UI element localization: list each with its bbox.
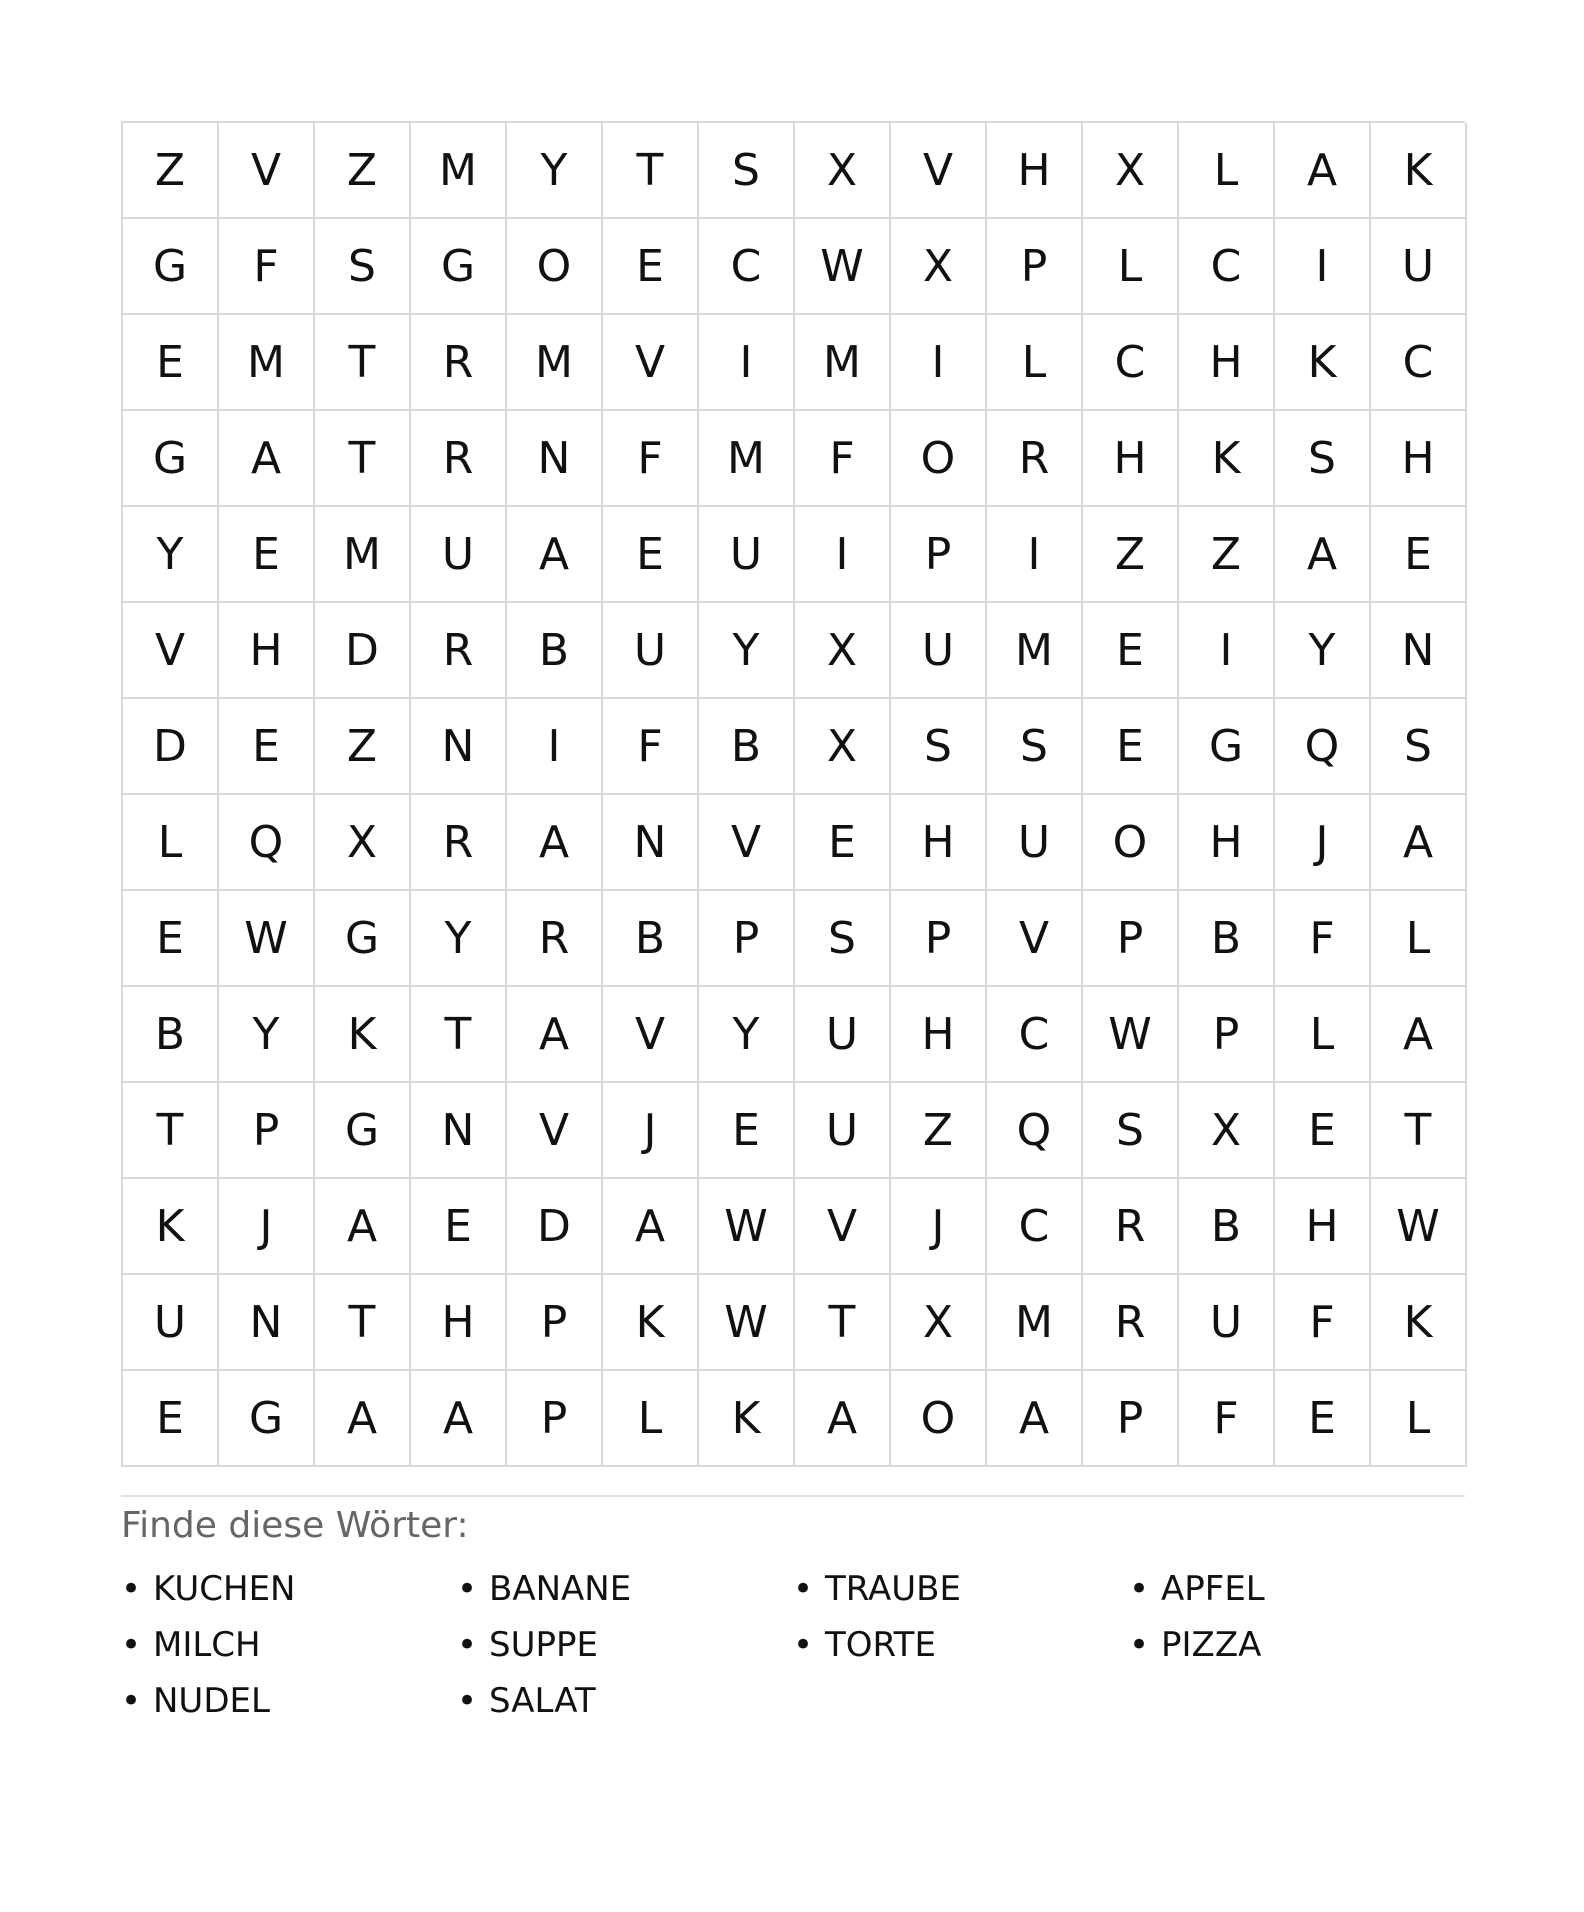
grid-cell[interactable]: T: [795, 1275, 891, 1371]
grid-cell[interactable]: R: [987, 411, 1083, 507]
bullet-icon: •: [793, 1569, 814, 1609]
grid-cell[interactable]: Z: [1083, 507, 1179, 603]
grid-cell[interactable]: Q: [987, 1083, 1083, 1179]
grid-cell[interactable]: F: [603, 411, 699, 507]
grid-cell[interactable]: K: [1371, 123, 1467, 219]
grid-cell[interactable]: P: [699, 891, 795, 987]
grid-cell[interactable]: X: [315, 795, 411, 891]
grid-cell[interactable]: M: [315, 507, 411, 603]
grid-cell[interactable]: N: [411, 1083, 507, 1179]
grid-cell[interactable]: C: [1083, 315, 1179, 411]
grid-cell[interactable]: J: [1275, 795, 1371, 891]
word-label: BANANE: [489, 1569, 632, 1609]
grid-cell[interactable]: B: [699, 699, 795, 795]
grid-cell[interactable]: Y: [411, 891, 507, 987]
grid-cell[interactable]: E: [123, 891, 219, 987]
word-label: MILCH: [153, 1625, 261, 1665]
grid-cell[interactable]: O: [1083, 795, 1179, 891]
grid-cell[interactable]: Z: [1179, 507, 1275, 603]
grid-cell[interactable]: L: [1179, 123, 1275, 219]
grid-cell[interactable]: S: [699, 123, 795, 219]
grid-cell[interactable]: E: [411, 1179, 507, 1275]
grid-cell[interactable]: B: [603, 891, 699, 987]
bullet-icon: •: [457, 1625, 478, 1665]
grid-cell[interactable]: G: [219, 1371, 315, 1467]
grid-cell[interactable]: K: [315, 987, 411, 1083]
grid-cell[interactable]: S: [1371, 699, 1467, 795]
grid-cell[interactable]: W: [219, 891, 315, 987]
grid-cell[interactable]: H: [1179, 795, 1275, 891]
grid-cell[interactable]: V: [891, 123, 987, 219]
grid-cell[interactable]: D: [315, 603, 411, 699]
grid-cell[interactable]: R: [507, 891, 603, 987]
grid-cell[interactable]: L: [1275, 987, 1371, 1083]
word-label: PIZZA: [1161, 1625, 1262, 1665]
grid-cell[interactable]: H: [1179, 315, 1275, 411]
grid-cell[interactable]: K: [699, 1371, 795, 1467]
grid-cell[interactable]: E: [603, 507, 699, 603]
grid-cell[interactable]: P: [1083, 891, 1179, 987]
grid-cell[interactable]: P: [507, 1371, 603, 1467]
grid-cell[interactable]: T: [123, 1083, 219, 1179]
grid-cell[interactable]: T: [603, 123, 699, 219]
word-label: KUCHEN: [153, 1569, 296, 1609]
grid-cell[interactable]: H: [1371, 411, 1467, 507]
grid-cell[interactable]: I: [507, 699, 603, 795]
grid-cell[interactable]: V: [123, 603, 219, 699]
word-label: TORTE: [825, 1625, 936, 1665]
grid-cell[interactable]: H: [1083, 411, 1179, 507]
grid-cell[interactable]: F: [795, 411, 891, 507]
grid-cell[interactable]: V: [987, 891, 1083, 987]
grid-cell[interactable]: H: [891, 987, 987, 1083]
word-label: APFEL: [1161, 1569, 1265, 1609]
grid-cell[interactable]: I: [699, 315, 795, 411]
grid-cell[interactable]: U: [1371, 219, 1467, 315]
grid-cell[interactable]: M: [795, 315, 891, 411]
grid-cell[interactable]: W: [699, 1275, 795, 1371]
grid-cell[interactable]: B: [1179, 891, 1275, 987]
grid-cell[interactable]: Y: [699, 603, 795, 699]
grid-cell[interactable]: E: [1275, 1083, 1371, 1179]
grid-cell[interactable]: U: [987, 795, 1083, 891]
grid-cell[interactable]: S: [1083, 1083, 1179, 1179]
grid-cell[interactable]: A: [1275, 123, 1371, 219]
grid-cell[interactable]: P: [891, 507, 987, 603]
grid-cell[interactable]: M: [987, 603, 1083, 699]
grid-cell[interactable]: F: [603, 699, 699, 795]
word-label: SUPPE: [489, 1625, 598, 1665]
grid-cell[interactable]: G: [315, 891, 411, 987]
bullet-icon: •: [121, 1681, 142, 1721]
grid-cell[interactable]: M: [219, 315, 315, 411]
word-list-item: [121, 1617, 457, 1673]
grid-cell[interactable]: E: [1371, 507, 1467, 603]
grid-cell[interactable]: L: [603, 1371, 699, 1467]
grid-cell[interactable]: L: [987, 315, 1083, 411]
grid-cell[interactable]: L: [123, 795, 219, 891]
grid-cell[interactable]: Q: [219, 795, 315, 891]
grid-cell[interactable]: J: [891, 1179, 987, 1275]
bullet-icon: •: [793, 1625, 814, 1665]
grid-cell[interactable]: O: [891, 1371, 987, 1467]
grid-cell[interactable]: H: [987, 123, 1083, 219]
grid-cell[interactable]: A: [507, 795, 603, 891]
grid-cell[interactable]: H: [891, 795, 987, 891]
grid-cell[interactable]: K: [1179, 411, 1275, 507]
grid-cell[interactable]: A: [1371, 795, 1467, 891]
grid-cell[interactable]: S: [315, 219, 411, 315]
word-list-item: [793, 1617, 1129, 1673]
bullet-icon: •: [121, 1625, 142, 1665]
word-list-item: [1129, 1617, 1465, 1673]
word-label: TRAUBE: [825, 1569, 961, 1609]
grid-cell[interactable]: Y: [1275, 603, 1371, 699]
grid-cell[interactable]: X: [1179, 1083, 1275, 1179]
grid-cell[interactable]: V: [603, 987, 699, 1083]
grid-cell[interactable]: A: [987, 1371, 1083, 1467]
grid-cell[interactable]: K: [123, 1179, 219, 1275]
divider: [121, 1495, 1465, 1497]
word-list-item: [793, 1561, 1129, 1617]
grid-cell[interactable]: U: [411, 507, 507, 603]
grid-cell[interactable]: K: [1275, 315, 1371, 411]
grid-cell[interactable]: I: [1275, 219, 1371, 315]
grid-cell[interactable]: G: [1179, 699, 1275, 795]
grid-cell[interactable]: Z: [315, 699, 411, 795]
grid-cell[interactable]: R: [411, 795, 507, 891]
grid-cell[interactable]: T: [1371, 1083, 1467, 1179]
grid-cell[interactable]: F: [1179, 1371, 1275, 1467]
grid-cell[interactable]: A: [1371, 987, 1467, 1083]
grid-cell[interactable]: Y: [219, 987, 315, 1083]
grid-cell[interactable]: L: [1371, 1371, 1467, 1467]
grid-cell[interactable]: S: [987, 699, 1083, 795]
letter-grid: [121, 121, 1465, 1467]
grid-cell[interactable]: C: [1371, 315, 1467, 411]
grid-cell[interactable]: X: [1083, 123, 1179, 219]
grid-cell[interactable]: W: [699, 1179, 795, 1275]
grid-cell[interactable]: P: [219, 1083, 315, 1179]
grid-cell[interactable]: P: [1179, 987, 1275, 1083]
grid-cell[interactable]: R: [1083, 1275, 1179, 1371]
grid-cell[interactable]: X: [795, 123, 891, 219]
grid-cell[interactable]: P: [891, 891, 987, 987]
grid-cell[interactable]: A: [315, 1371, 411, 1467]
grid-cell[interactable]: V: [507, 1083, 603, 1179]
grid-cell[interactable]: K: [1371, 1275, 1467, 1371]
grid-cell[interactable]: L: [1371, 891, 1467, 987]
grid-cell[interactable]: E: [1083, 603, 1179, 699]
word-list-item: [457, 1617, 793, 1673]
grid-cell[interactable]: E: [123, 1371, 219, 1467]
grid-cell[interactable]: V: [219, 123, 315, 219]
grid-cell[interactable]: S: [795, 891, 891, 987]
grid-cell[interactable]: Z: [891, 1083, 987, 1179]
grid-cell[interactable]: Z: [315, 123, 411, 219]
grid-cell[interactable]: O: [507, 219, 603, 315]
grid-cell[interactable]: U: [1179, 1275, 1275, 1371]
word-list-item: [457, 1561, 793, 1617]
grid-cell[interactable]: X: [795, 603, 891, 699]
grid-cell[interactable]: W: [1083, 987, 1179, 1083]
grid-cell[interactable]: T: [411, 987, 507, 1083]
grid-cell[interactable]: A: [411, 1371, 507, 1467]
grid-cell[interactable]: L: [1083, 219, 1179, 315]
grid-cell[interactable]: T: [315, 1275, 411, 1371]
grid-cell[interactable]: V: [699, 795, 795, 891]
bullet-icon: •: [1129, 1569, 1150, 1609]
bullet-icon: •: [121, 1569, 142, 1609]
grid-cell[interactable]: Z: [123, 123, 219, 219]
grid-cell[interactable]: B: [123, 987, 219, 1083]
grid-cell[interactable]: Y: [123, 507, 219, 603]
grid-cell[interactable]: T: [315, 411, 411, 507]
grid-cell[interactable]: P: [987, 219, 1083, 315]
bullet-icon: •: [457, 1681, 478, 1721]
grid-cell[interactable]: H: [411, 1275, 507, 1371]
grid-cell[interactable]: T: [315, 315, 411, 411]
grid-cell[interactable]: R: [411, 315, 507, 411]
grid-cell[interactable]: B: [507, 603, 603, 699]
word-list-item: [121, 1561, 457, 1617]
grid-cell[interactable]: X: [795, 699, 891, 795]
grid-cell[interactable]: R: [1083, 1179, 1179, 1275]
grid-cell[interactable]: F: [1275, 891, 1371, 987]
grid-cell[interactable]: M: [507, 315, 603, 411]
grid-cell[interactable]: G: [123, 219, 219, 315]
grid-cell[interactable]: D: [123, 699, 219, 795]
grid-cell[interactable]: I: [1179, 603, 1275, 699]
grid-cell[interactable]: I: [987, 507, 1083, 603]
grid-cell[interactable]: A: [219, 411, 315, 507]
grid-cell[interactable]: E: [123, 315, 219, 411]
grid-cell[interactable]: C: [987, 987, 1083, 1083]
grid-cell[interactable]: Y: [699, 987, 795, 1083]
grid-cell[interactable]: Q: [1275, 699, 1371, 795]
grid-cell[interactable]: E: [219, 507, 315, 603]
grid-cell[interactable]: U: [123, 1275, 219, 1371]
grid-cell[interactable]: E: [1275, 1371, 1371, 1467]
grid-cell[interactable]: E: [219, 699, 315, 795]
grid-cell[interactable]: E: [603, 219, 699, 315]
grid-cell[interactable]: H: [219, 603, 315, 699]
bullet-icon: •: [457, 1569, 478, 1609]
grid-cell[interactable]: A: [1275, 507, 1371, 603]
grid-cell[interactable]: W: [795, 219, 891, 315]
grid-cell[interactable]: X: [891, 219, 987, 315]
grid-cell[interactable]: N: [507, 411, 603, 507]
grid-cell[interactable]: U: [795, 987, 891, 1083]
grid-cell[interactable]: R: [411, 603, 507, 699]
grid-cell[interactable]: C: [699, 219, 795, 315]
grid-cell[interactable]: C: [1179, 219, 1275, 315]
grid-cell[interactable]: S: [891, 699, 987, 795]
grid-cell[interactable]: E: [1083, 699, 1179, 795]
grid-cell[interactable]: H: [1275, 1179, 1371, 1275]
grid-cell[interactable]: E: [699, 1083, 795, 1179]
word-list-item: [1129, 1561, 1465, 1617]
grid-cell[interactable]: I: [795, 507, 891, 603]
grid-cell[interactable]: O: [891, 411, 987, 507]
word-list-item: [457, 1673, 793, 1729]
grid-cell[interactable]: J: [603, 1083, 699, 1179]
grid-cell[interactable]: W: [1371, 1179, 1467, 1275]
word-label: SALAT: [489, 1681, 596, 1721]
grid-cell[interactable]: V: [603, 315, 699, 411]
grid-cell[interactable]: P: [507, 1275, 603, 1371]
grid-cell[interactable]: N: [219, 1275, 315, 1371]
grid-cell[interactable]: I: [891, 315, 987, 411]
grid-cell[interactable]: R: [411, 411, 507, 507]
grid-cell[interactable]: S: [1275, 411, 1371, 507]
grid-cell[interactable]: X: [891, 1275, 987, 1371]
grid-cell[interactable]: F: [1275, 1275, 1371, 1371]
grid-cell[interactable]: N: [411, 699, 507, 795]
grid-cell[interactable]: U: [891, 603, 987, 699]
grid-cell[interactable]: G: [123, 411, 219, 507]
grid-cell[interactable]: A: [603, 1179, 699, 1275]
word-search-puzzle: [121, 121, 1465, 1729]
word-list: [121, 1561, 1465, 1729]
grid-cell[interactable]: A: [507, 987, 603, 1083]
grid-cell[interactable]: V: [795, 1179, 891, 1275]
word-list-item: [121, 1673, 457, 1729]
grid-cell[interactable]: F: [219, 219, 315, 315]
grid-cell[interactable]: Y: [507, 123, 603, 219]
grid-cell[interactable]: U: [699, 507, 795, 603]
grid-cell[interactable]: A: [315, 1179, 411, 1275]
grid-cell[interactable]: P: [1083, 1371, 1179, 1467]
grid-cell[interactable]: G: [411, 219, 507, 315]
grid-cell[interactable]: K: [603, 1275, 699, 1371]
grid-cell[interactable]: U: [603, 603, 699, 699]
word-list-heading: Finde diese Wörter:: [121, 1505, 469, 1546]
grid-cell[interactable]: M: [987, 1275, 1083, 1371]
grid-cell[interactable]: A: [795, 1371, 891, 1467]
grid-cell[interactable]: N: [603, 795, 699, 891]
grid-cell[interactable]: M: [411, 123, 507, 219]
grid-cell[interactable]: J: [219, 1179, 315, 1275]
grid-cell[interactable]: D: [507, 1179, 603, 1275]
grid-cell[interactable]: E: [795, 795, 891, 891]
word-label: NUDEL: [153, 1681, 270, 1721]
grid-cell[interactable]: B: [1179, 1179, 1275, 1275]
grid-cell[interactable]: N: [1371, 603, 1467, 699]
grid-cell[interactable]: C: [987, 1179, 1083, 1275]
grid-cell[interactable]: U: [795, 1083, 891, 1179]
grid-cell[interactable]: G: [315, 1083, 411, 1179]
grid-cell[interactable]: A: [507, 507, 603, 603]
grid-cell[interactable]: M: [699, 411, 795, 507]
bullet-icon: •: [1129, 1625, 1150, 1665]
